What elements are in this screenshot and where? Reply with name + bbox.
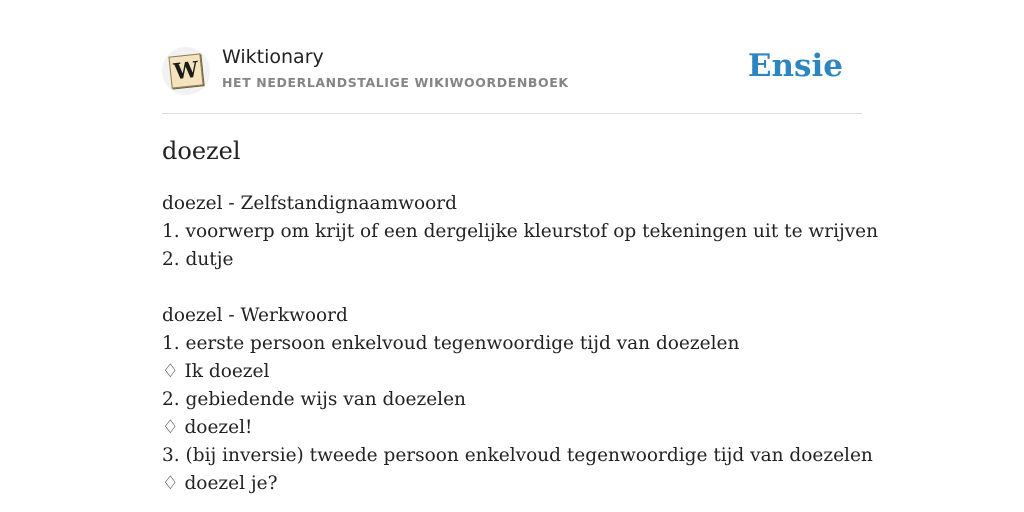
definition-item: 2. dutje: [162, 249, 234, 270]
logo-letter: W: [172, 56, 200, 86]
logo-tile-icon: [168, 53, 203, 88]
noun-heading: doezel - Zelfstandignaamwoord: [162, 193, 457, 214]
page: [162, 0, 879, 512]
verb-heading: doezel - Werkwoord: [162, 305, 348, 326]
definition-item: 1. voorwerp om krijt of een dergelijke kleurstof op tekeningen uit te wrijven: [162, 221, 879, 242]
example-item: ♢ doezel je?: [162, 473, 278, 494]
definition-item: 2. gebiedende wijs van doezelen: [162, 389, 466, 410]
example-item: ♢ doezel!: [162, 417, 253, 438]
definition-item: 3. (bij inversie) tweede persoon enkelvoud tegenwoordige tijd van doezelen: [162, 445, 873, 466]
ensie-brand-logo[interactable]: Ensie: [747, 48, 843, 84]
section-spacer: [162, 274, 862, 302]
site-header: [162, 44, 862, 114]
page-title: doezel: [162, 137, 241, 165]
wiktionary-logo[interactable]: [162, 47, 210, 95]
site-name[interactable]: Wiktionary: [222, 46, 324, 68]
definition-item: 1. eerste persoon enkelvoud tegenwoordige tijd van doezelen: [162, 333, 740, 354]
entry-content: [162, 190, 879, 498]
site-tagline: HET NEDERLANDSTALIGE WIKIWOORDENBOEK: [222, 75, 569, 90]
example-item: ♢ Ik doezel: [162, 361, 270, 382]
